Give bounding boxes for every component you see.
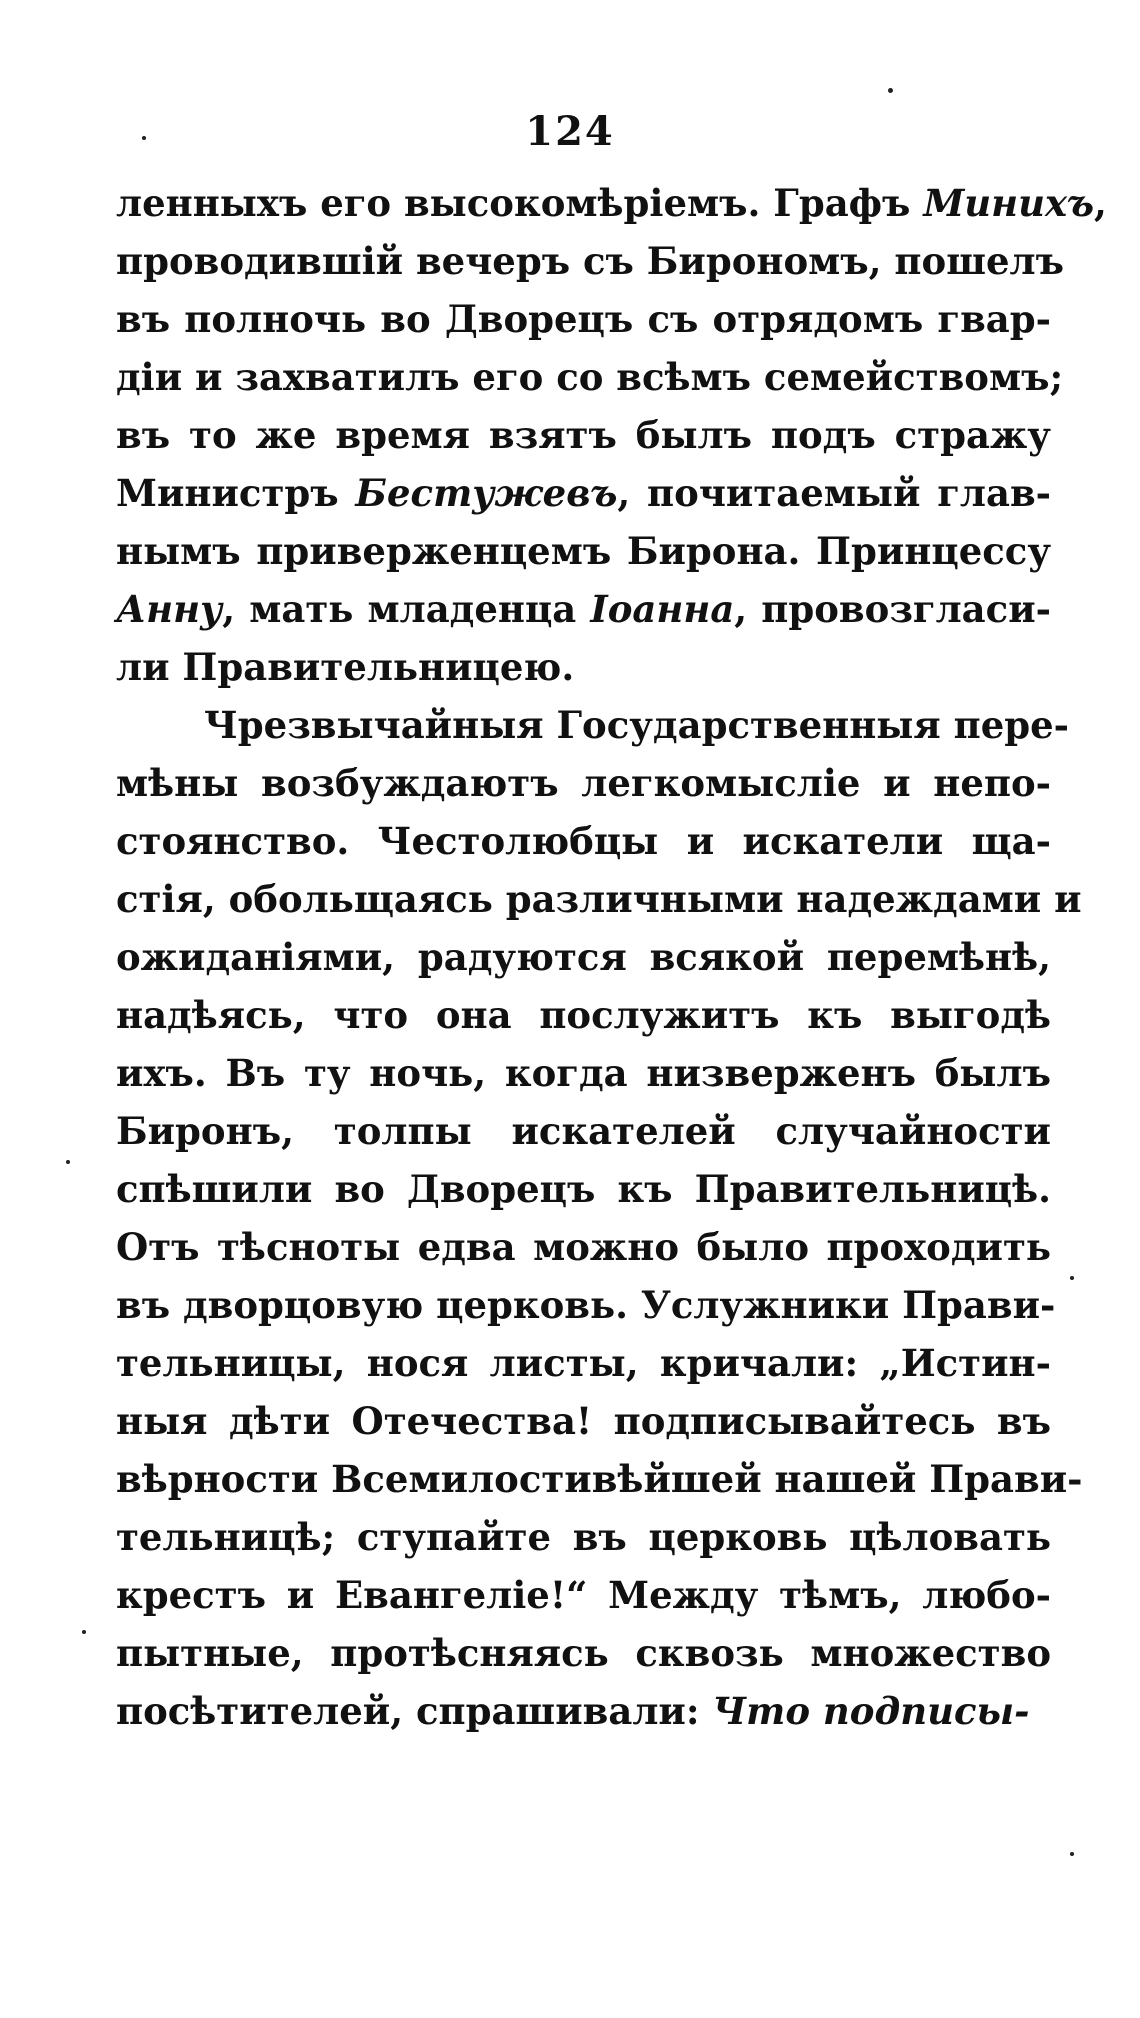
text-segment: ожиданіями, радуются всякой перемѣнѣ, bbox=[116, 935, 1051, 979]
text-segment: , bbox=[1094, 181, 1107, 225]
print-speck bbox=[66, 1160, 70, 1164]
italic-name: Минихъ bbox=[923, 181, 1095, 225]
text-segment: въ полночь во Дворецъ съ отрядомъ гвар- bbox=[116, 297, 1051, 341]
text-line bbox=[116, 406, 1051, 464]
print-speck bbox=[142, 136, 146, 140]
text-segment: вѣрности Всемилостивѣйшей нашей Прави- bbox=[116, 1457, 1083, 1501]
italic-name: Что подписы- bbox=[712, 1689, 1030, 1733]
italic-name: Бестужевъ bbox=[355, 471, 618, 515]
text-segment: тельницѣ; ступайте въ церковь цѣловать bbox=[116, 1515, 1051, 1559]
italic-name: Анну bbox=[116, 587, 223, 631]
text-line bbox=[116, 1218, 1051, 1276]
text-line bbox=[116, 290, 1051, 348]
text-segment: , провозгласи- bbox=[734, 587, 1051, 631]
text-segment: діи и захватилъ его со всѣмъ семействомъ; bbox=[116, 355, 1064, 399]
text-line bbox=[116, 812, 1051, 870]
text-line bbox=[116, 1160, 1051, 1218]
text-segment: , почитаемый глав- bbox=[617, 471, 1052, 515]
text-line bbox=[116, 1624, 1051, 1682]
text-segment: надѣясь, что она послужитъ къ выгодѣ bbox=[116, 993, 1051, 1037]
text-segment: Чрезвычайныя Государственныя пере- bbox=[204, 703, 1070, 747]
text-segment: Министръ bbox=[116, 471, 356, 515]
text-line bbox=[116, 754, 1051, 812]
text-line bbox=[116, 174, 1107, 232]
italic-name: Іоанна bbox=[590, 587, 735, 631]
text-line bbox=[116, 232, 1064, 290]
text-segment: мѣны возбуждаютъ легкомысліе и непо- bbox=[116, 761, 1051, 805]
text-segment: стоянство. Честолюбцы и искатели ща- bbox=[116, 819, 1051, 863]
text-line bbox=[116, 1508, 1051, 1566]
text-line bbox=[116, 1450, 1083, 1508]
text-segment: тельницы, нося листы, кричали: „Истин- bbox=[116, 1341, 1051, 1385]
text-line bbox=[116, 986, 1051, 1044]
text-segment: Отъ тѣсноты едва можно было проходить bbox=[116, 1225, 1051, 1269]
page-number: 124 bbox=[525, 108, 615, 155]
print-speck bbox=[1070, 1276, 1074, 1280]
text-segment: , мать младенца bbox=[222, 587, 591, 631]
text-segment: ленныхъ его высокомѣріемъ. Графъ bbox=[116, 181, 924, 225]
text-segment: стія, обольщаясь различными надеждами и bbox=[116, 877, 1082, 921]
text-line bbox=[116, 1566, 1051, 1624]
text-line bbox=[116, 870, 1082, 928]
text-segment: ли Правительницею. bbox=[116, 645, 575, 689]
text-line bbox=[116, 522, 1051, 580]
text-line bbox=[116, 1276, 1056, 1334]
text-line bbox=[116, 464, 1051, 522]
print-speck bbox=[82, 1630, 86, 1634]
text-line bbox=[116, 1044, 1051, 1102]
text-segment: нымъ приверженцемъ Бирона. Принцессу bbox=[116, 529, 1051, 573]
text-segment: въ то же время взятъ былъ подъ стражу bbox=[116, 413, 1051, 457]
text-line bbox=[116, 638, 1051, 696]
text-segment: ныя дѣти Отечества! подписывайтесь въ bbox=[116, 1399, 1051, 1443]
text-segment: крестъ и Евангеліе!“ Между тѣмъ, любо- bbox=[116, 1573, 1051, 1617]
text-segment: въ дворцовую церковь. Услужники Прави- bbox=[116, 1283, 1056, 1327]
print-speck bbox=[1070, 1852, 1074, 1856]
text-segment: пытные, протѣсняясь сквозь множество bbox=[116, 1631, 1051, 1675]
text-line bbox=[116, 348, 1064, 406]
text-segment: посѣтителей, спрашивали: bbox=[116, 1689, 713, 1733]
text-line bbox=[116, 696, 1070, 754]
text-segment: ихъ. Въ ту ночь, когда низверженъ былъ bbox=[116, 1051, 1051, 1095]
text-line bbox=[116, 1334, 1051, 1392]
text-line bbox=[116, 1682, 1051, 1740]
text-line bbox=[116, 1102, 1051, 1160]
body-text bbox=[116, 174, 1107, 1740]
text-line bbox=[116, 1392, 1051, 1450]
text-segment: проводившій вечеръ съ Бирономъ, пошелъ bbox=[116, 239, 1064, 283]
print-speck bbox=[888, 88, 893, 93]
text-segment: Биронъ, толпы искателей случайности bbox=[116, 1109, 1051, 1153]
text-line bbox=[116, 928, 1051, 986]
text-line bbox=[116, 580, 1051, 638]
text-segment: спѣшили во Дворецъ къ Правительницѣ. bbox=[116, 1167, 1051, 1211]
